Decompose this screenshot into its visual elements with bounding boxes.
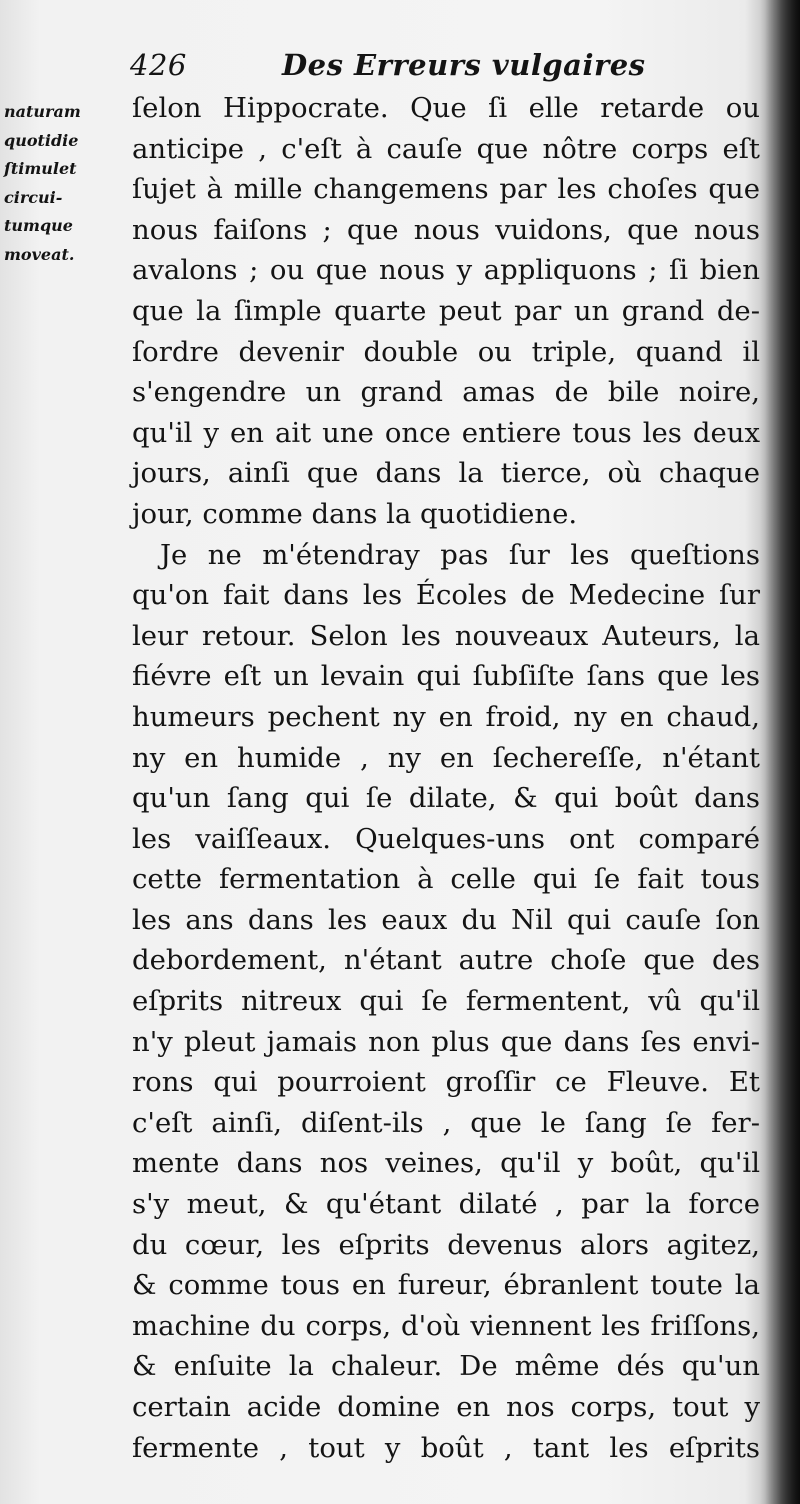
marginal-note-line: ſtimulet bbox=[4, 159, 77, 178]
marginal-note bbox=[4, 98, 126, 269]
text-line: debordement, n'étant autre choſe que des bbox=[132, 944, 760, 977]
text-line: leur retour. Selon les nouveaux Auteurs, la bbox=[132, 619, 760, 652]
binding-shadow bbox=[760, 0, 800, 1504]
text-line: s'engendre un grand amas de bile noire, bbox=[132, 376, 760, 409]
text-line: nous faiſons ; que nous vuidons, que nous bbox=[132, 213, 760, 246]
text-line: & comme tous en fureur, ébranlent toute la bbox=[132, 1269, 760, 1302]
running-title: Des Erreurs vulgaires bbox=[282, 48, 646, 82]
text-line: c'eſt ainſi, diſent-ils , que le ſang ſe fer- bbox=[132, 1106, 760, 1139]
text-line: ſordre devenir double ou triple, quand il bbox=[132, 335, 760, 368]
text-line: les ans dans les eaux du Nil qui cauſe ſon bbox=[132, 903, 760, 936]
text-line: rons qui pourroient groſſir ce Fleuve. Et bbox=[132, 1066, 760, 1099]
text-line: machine du corps, d'où viennent les friſſons, bbox=[132, 1309, 760, 1342]
marginal-note-line: quotidie bbox=[4, 130, 79, 150]
page-header bbox=[130, 48, 750, 92]
text-line: qu'il y en ait une once entiere tous les deux bbox=[132, 416, 760, 449]
text-line: ſelon Hippocrate. Que ſi elle retarde ou bbox=[132, 92, 760, 124]
text-line: avalons ; ou que nous y appliquons ; ſi bien bbox=[132, 254, 760, 287]
text-line: certain acide domine en nos corps, tout y bbox=[132, 1391, 760, 1423]
text-line: eſprits nitreux qui ſe fermentent, vû qu'il bbox=[132, 985, 760, 1018]
text-line: jours, ainſi que dans la tierce, où chaque bbox=[132, 457, 760, 490]
text-line: ſujet à mille changemens par les choſes que bbox=[132, 173, 760, 206]
text-line: les vaiſſeaux. Quelques-uns ont comparé bbox=[132, 822, 760, 855]
text-line: humeurs pechent ny en froid, ny en chaud, bbox=[132, 700, 760, 733]
text-line: ny en humide , ny en ſechereſſe, n'étant bbox=[132, 741, 760, 774]
text-line: du cœur, les eſprits devenus alors agitez, bbox=[132, 1228, 760, 1261]
text-line: fermente , tout y boût , tant les eſprits bbox=[132, 1431, 760, 1464]
text-line: anticipe , c'eſt à cauſe que nôtre corps eſt bbox=[132, 132, 760, 165]
text-line: que la ſimple quarte peut par un grand de- bbox=[132, 294, 760, 327]
marginal-note-line: naturam bbox=[4, 102, 81, 121]
text-line: jour, comme dans la quotidiene. bbox=[132, 497, 578, 530]
text-line: cette fermentation à celle qui ſe fait tous bbox=[132, 863, 760, 896]
page-number: 426 bbox=[130, 48, 187, 82]
text-line: fiévre eſt un levain qui ſubſiſte ſans que les bbox=[132, 660, 760, 693]
text-line: & enſuite la chaleur. De même dés qu'un bbox=[132, 1350, 760, 1383]
text-line: s'y meut, & qu'étant dilaté , par la force bbox=[132, 1188, 760, 1221]
text-line: mente dans nos veines, qu'il y boût, qu'il bbox=[132, 1147, 760, 1180]
marginal-note-line: tumque bbox=[4, 216, 73, 235]
body-text bbox=[132, 88, 760, 1468]
text-line: n'y pleut jamais non plus que dans ſes envi- bbox=[132, 1025, 760, 1058]
marginal-note-line: moveat. bbox=[4, 244, 75, 264]
marginal-note-line: circui- bbox=[4, 187, 63, 207]
text-line: qu'on fait dans les Écoles de Medecine ſur bbox=[132, 579, 760, 612]
text-line-paragraph-start: Je ne m'étendray pas ſur les queſtions bbox=[160, 538, 760, 571]
text-line: qu'un ſang qui ſe dilate, & qui boût dans bbox=[132, 782, 760, 815]
